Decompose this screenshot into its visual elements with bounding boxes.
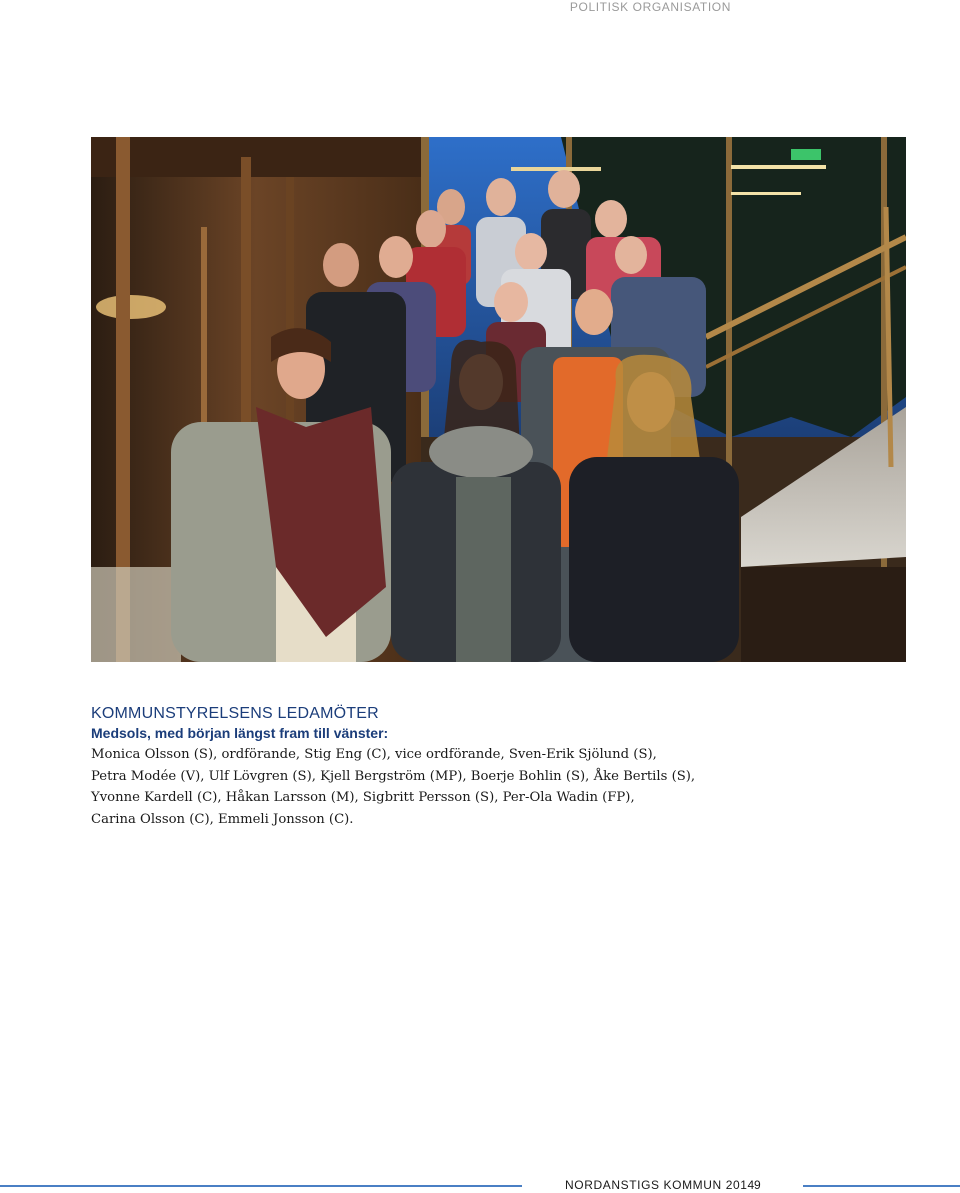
caption-line: Petra Modée (V), Ulf Lövgren (S), Kjell Bergström (MP), Boerje Bohlin (S), Åke Bertils (S), xyxy=(91,768,696,784)
caption-line: Carina Olsson (C), Emmeli Jonsson (C). xyxy=(91,811,354,827)
caption-subtitle: Medsols, med början längst fram till vänster: xyxy=(91,725,389,741)
caption-members-list xyxy=(91,744,791,830)
caption-line: Monica Olsson (S), ordförande, Stig Eng (C), vice ordförande, Sven-Erik Sjölund (S), xyxy=(91,747,657,762)
caption-line: Yvonne Kardell (C), Håkan Larsson (M), Sigbritt Persson (S), Per-Ola Wadin (FP), xyxy=(91,790,635,805)
photo-caption xyxy=(91,705,791,830)
caption-title: KOMMUNSTYRELSENS LEDAMÖTER xyxy=(91,705,379,722)
page-number: 9 xyxy=(754,1178,761,1192)
group-photo xyxy=(91,137,906,662)
footer-publication: NORDANSTIGS KOMMUN 2014 xyxy=(565,1178,755,1192)
footer-rule-right xyxy=(803,1185,960,1187)
footer-rule-left xyxy=(0,1185,522,1187)
section-label: POLITISK ORGANISATION xyxy=(569,0,731,14)
